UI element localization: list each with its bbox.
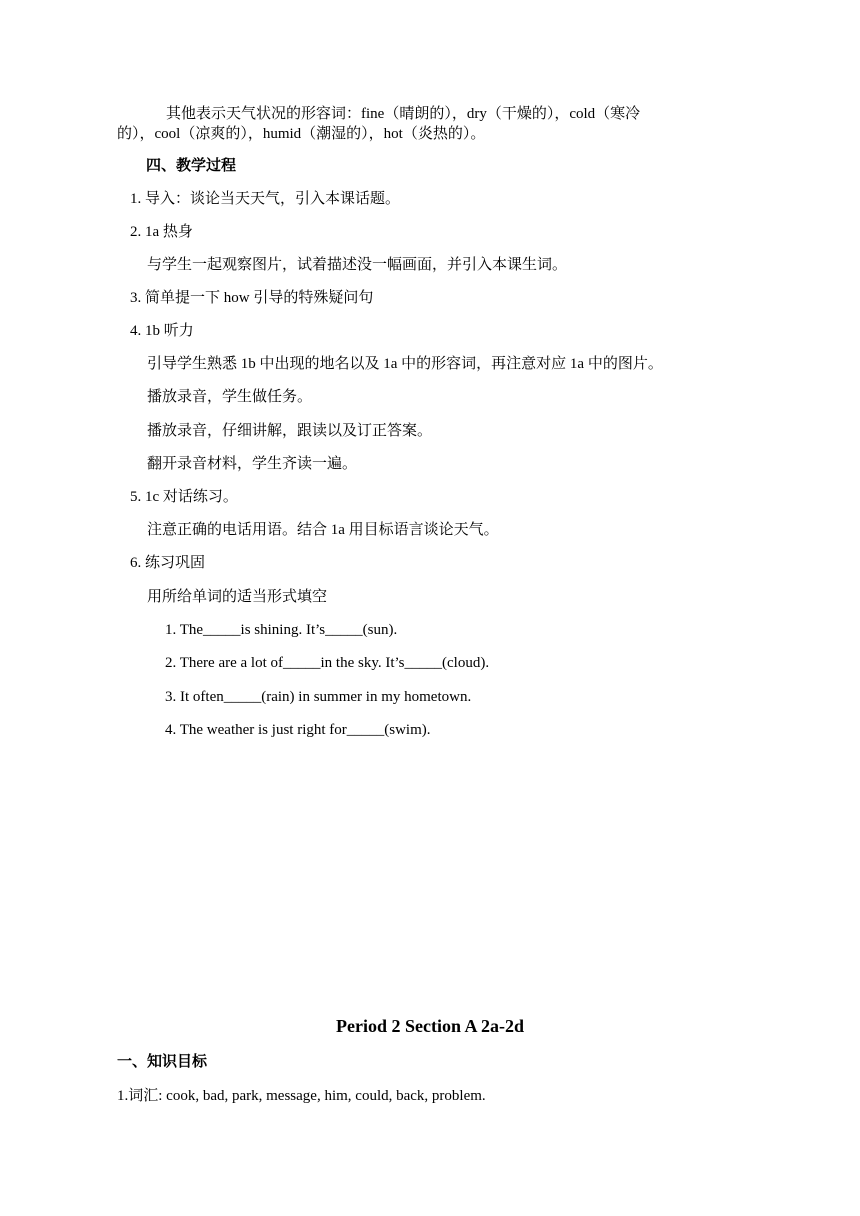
intro-line-1: 其他表示天气状况的形容词：fine（晴朗的），dry（干燥的），cold（寒冷 xyxy=(166,106,641,122)
exercise-3: 3. It often_____(rain) in summer in my hometown. xyxy=(165,689,472,705)
vocab-line: 1.词汇: cook, bad, park, message, him, could, back, problem. xyxy=(117,1088,486,1104)
step-3: 3. 简单提一下 how 引导的特殊疑问句 xyxy=(130,290,374,306)
exercise-4: 4. The weather is just right for_____(swim). xyxy=(165,722,431,738)
step-4-detail-3: 播放录音，仔细讲解，跟读以及订正答案。 xyxy=(147,423,433,439)
exercise-1: 1. The_____is shining. It’s_____(sun). xyxy=(165,622,398,638)
knowledge-heading: 一、知识目标 xyxy=(117,1054,208,1070)
step-4-detail-1: 引导学生熟悉 1b 中出现的地名以及 1a 中的形容词，再注意对应 1a 中的图片。 xyxy=(147,356,663,372)
exercise-2: 2. There are a lot of_____in the sky. It’s_____(cloud). xyxy=(165,655,490,671)
step-2-detail: 与学生一起观察图片，试着描述没一幅画面，并引入本课生词。 xyxy=(147,257,568,273)
section-heading-teaching-process: 四、教学过程 xyxy=(146,158,237,174)
step-6-detail: 用所给单词的适当形式填空 xyxy=(147,589,328,605)
step-1: 1. 导入：谈论当天天气，引入本课话题。 xyxy=(130,191,401,207)
step-5-detail: 注意正确的电话用语。结合 1a 用目标语言谈论天气。 xyxy=(147,522,499,538)
step-4-detail-4: 翻开录音材料，学生齐读一遍。 xyxy=(147,456,358,472)
period-title: Period 2 Section A 2a-2d xyxy=(336,1016,524,1036)
step-4-detail-2: 播放录音，学生做任务。 xyxy=(147,389,313,405)
step-4: 4. 1b 听力 xyxy=(130,323,194,339)
step-2: 2. 1a 热身 xyxy=(130,224,193,240)
intro-line-2: 的），cool（凉爽的），humid（潮湿的），hot（炎热的）。 xyxy=(117,126,486,142)
step-5: 5. 1c 对话练习。 xyxy=(130,489,238,505)
step-6: 6. 练习巩固 xyxy=(130,555,206,571)
